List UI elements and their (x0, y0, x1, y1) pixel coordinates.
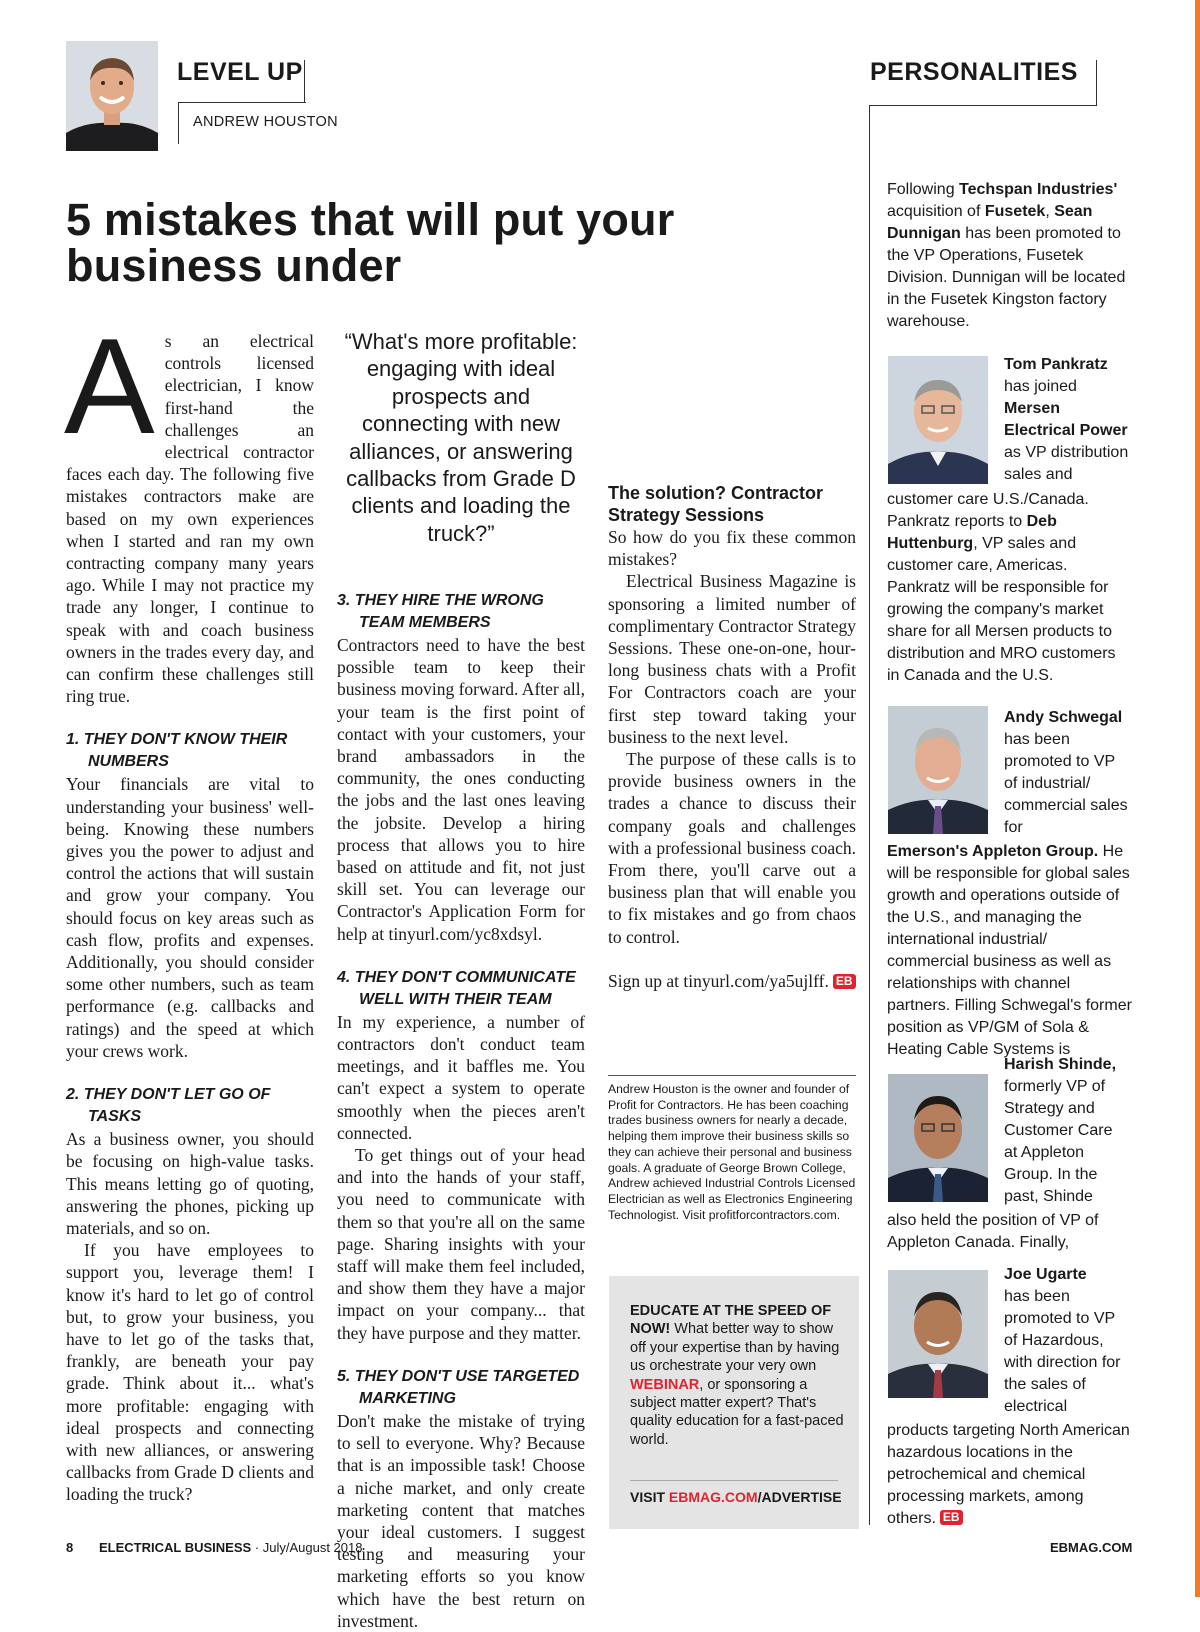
solution-heading: The solution? Contractor Strategy Sessions (608, 483, 823, 525)
ad-webinar: WEBINAR (630, 1376, 700, 1393)
section-1-paragraph: Your financials are vital to understanding your business' well-being. Knowing these numbers gives you the power to adjust and control the actions that will sustain and grow your company. You should focus on key areas such as cash flow, profits and expenses. Additionally, you should consider some other numbers, such as team performance (e.g. callbacks and ratings) and the speed at which your crews work. (66, 774, 314, 1061)
subhead-5: 5. THEY DON'T USE TARGETED MARKETING (337, 1367, 580, 1407)
page-edge-strip (1195, 0, 1200, 1597)
person-deb-huttenburg: Deb Huttenburg (887, 513, 1057, 552)
footer-issue: · July/August 2018 (251, 1540, 363, 1555)
subhead-1: 1. THEY DON'T KNOW THEIR NUMBERS (66, 731, 288, 771)
eb-end-mark: EB (833, 974, 856, 989)
ad-lead: EDUCATE AT THE SPEED OF NOW! (630, 1303, 832, 1338)
sidebar-joe-body: products targeting North American hazardous locations in the petrochemical and chemical processing markets, among others. EB (887, 1422, 1130, 1527)
sidebar-joe-intro: Joe Ugarte has been promoted to VP of Hazardous, with direction for the sales of electrical (1004, 1266, 1121, 1415)
ad-text-b: , or sponsoring a subject matter expert? That's quality education for a fast-paced world. (630, 1376, 844, 1448)
eb-end-mark-sidebar: EB (940, 1510, 963, 1525)
person-harish-shinde: Harish Shinde, (1004, 1056, 1117, 1073)
subhead-3: 3. THEY HIRE THE WRONG TEAM MEMBERS (337, 592, 544, 631)
sidebar-paragraph-1: Following Techspan Industries' acquisition of Fusetek, Sean Dunnigan has been promoted to the VP Operations, Fusetek Division. Dunnigan will be located in the Fusetek Kingston factory warehouse. (887, 181, 1126, 330)
photo-tom-pankratz (888, 356, 988, 484)
article-column-2 (337, 590, 585, 1632)
header-rule (304, 60, 305, 102)
photo-andy-schwegal (888, 706, 988, 834)
person-tom-pankratz: Tom Pankratz (1004, 356, 1108, 373)
solution-paragraph-3: The purpose of these calls is to provide business owners in the trades a chance to discuss their company goals and challenges with a professional business coach. From there, you'll carve out a business plan that will enable you to fix mistakes and go from chaos to control. (608, 749, 856, 947)
footer-site[interactable]: EBMAG.COM (1050, 1540, 1133, 1555)
person-andy-schwegal: Andy Schwegal (1004, 709, 1123, 726)
footer-magazine: ELECTRICAL BUSINESS (99, 1540, 252, 1555)
ad-text-a: What better way to show off your expertise than by having us orchestrate your very own (630, 1321, 840, 1375)
byline: ANDREW HOUSTON (193, 114, 338, 130)
footer-publication (99, 1540, 362, 1555)
solution-paragraph-2: Electrical Business Magazine is sponsoring a limited number of complimentary Contractor Strategy Sessions. These one-on-one, hour-long business chats with a Profit For Contractors coach are your first step toward taking your business to the next level. (608, 571, 856, 747)
photo-harish-shinde (888, 1074, 988, 1202)
sidebar-andy-intro: Andy Schwegal has been promoted to VP of industrial/ commercial sales for (1004, 709, 1128, 836)
intro-paragraph: s an electrical controls licensed electrician, I know first-hand the challenges an electrical contractor faces each day. The following five mistakes contractors make are based on my own experiences when I started and ran my own contracting company many years ago. While I may not practice my trade any longer, I continue to speak with and coach business owners in the trades every day, and can confirm these challenges still ring true. (66, 331, 314, 707)
subhead-2: 2. THEY DON'T LET GO OF TASKS (66, 1086, 271, 1126)
signup-line (608, 970, 856, 992)
ad-visit-path: /ADVERTISE (757, 1489, 842, 1505)
section-4-paragraph-2: To get things out of your head and into the hands of your staff, you need to communicate with them so that you're all on the same page. Sharing insights with your staff will make them feel included, and show them they have a major impact on your company... that they have purpose and they matter. (337, 1145, 585, 1343)
company-emerson-appleton: Emerson's Appleton Group. (887, 843, 1099, 860)
sidebar-harish-body: also held the position of VP of Appleton Canada. Finally, (887, 1212, 1099, 1251)
sidebar-andy-body: Emerson's Appleton Group. He will be responsible for global sales growth and operations outside of the U.S., and managing the international industrial/ commercial business as well as relationships with channel partners. Filling Schwegal's former position as VP/GM of Sola & Heating Cable Systems is (887, 843, 1132, 1058)
ad-rule (630, 1480, 838, 1481)
company-fusetek: Fusetek (984, 203, 1046, 220)
page-number: 8 (66, 1540, 74, 1555)
byline-rule-vertical (178, 102, 179, 144)
section-2-paragraph-1: As a business owner, you should be focusing on high-value tasks. This means letting go of quoting, answering the phones, picking up materials, and so on. (66, 1129, 314, 1238)
author-bio: Andrew Houston is the owner and founder of Profit for Contractors. He has been coaching trades business owners for nearly a decade, helping them improve their business skills so they can achieve their personal and business goals. A graduate of George Brown College, Andrew achieved Industrial Controls Licensed Electrician as well as Electronics Engineering Technologist. Visit profitforcontractors.com. (608, 1082, 856, 1222)
section-5-paragraph: Don't make the mistake of trying to sell to everyone. Why? Because that is an impossible task! Choose a niche market, and only create marketing content that matches your ideal customers. I suggest testing and measuring your marketing efforts so you know which have the best return on investment. (337, 1410, 585, 1631)
photo-joe-ugarte (888, 1270, 988, 1398)
person-joe-ugarte: Joe Ugarte (1004, 1266, 1087, 1283)
section-title-level-up: LEVEL UP (177, 58, 303, 86)
header-rule-right (1096, 60, 1097, 106)
bio-rule (608, 1075, 856, 1076)
company-techspan: Techspan Industries' (959, 181, 1118, 198)
company-mersen: Mersen Electrical Power (1004, 400, 1128, 439)
column-continuation-space (608, 330, 856, 462)
section-2-paragraph-2: If you have employees to support you, leverage them! I know it's hard to let go of control but, to grow your business, you have to let go of the tasks that, frankly, are beneath your pay grade. Think about it... what's more profitable: engaging with ideal prospects and connecting with new alliances, or answering callbacks from Grade D clients and loading the truck? (66, 1240, 314, 1505)
sidebar-harish-intro: Harish Shinde, formerly VP of Strategy and Customer Care at Appleton Group. In the past, Shinde (1004, 1056, 1117, 1205)
section-title-personalities: PERSONALITIES (870, 58, 1078, 86)
ad-visit-site: EBMAG.COM (668, 1489, 758, 1505)
sidebar-tom-intro: Tom Pankratz has joined Mersen Electrical Power as VP distribution sales and (1004, 356, 1129, 483)
headline: 5 mistakes that will put your business under (66, 194, 675, 291)
article-column-1 (64, 310, 314, 1506)
ad-visit-label: VISIT (630, 1489, 669, 1505)
person-sean-dunnigan: Sean Dunnigan (887, 203, 1093, 242)
author-photo (66, 41, 158, 151)
drop-cap: A (64, 310, 155, 462)
advertise-link[interactable] (630, 1489, 842, 1505)
advertise-text (630, 1302, 845, 1449)
article-column-3 (608, 330, 856, 992)
pull-quote: “What's more profitable: engaging with ideal prospects and connecting with new alliances, or answering callbacks from Grade D clients and loading the truck?” (344, 329, 578, 546)
sidebar-divider (869, 105, 870, 1525)
solution-paragraph-1: So how do you fix these common mistakes? (608, 527, 856, 570)
signup-text[interactable]: Sign up at tinyurl.com/ya5ujlff. (608, 970, 829, 991)
sidebar-tom-body: customer care U.S./Canada. Pankratz reports to Deb Huttenburg, VP sales and customer care, Americas. Pankratz will be responsible for growing the company's market share for all Mersen products to distribution and MRO customers in Canada and the U.S. (887, 491, 1116, 684)
byline-rule (178, 102, 306, 103)
section-3-paragraph: Contractors need to have the best possible team to keep their business moving forward. After all, your team is the first point of contact with your customers, your brand ambassadors in the community, the ones conducting the jobs and the last ones leaving the jobsite. Develop a hiring process that allows you to hire based on attitude and fit, not just skill set. You can leverage our Contractor's Application Form for help at tinyurl.com/yc8xdsyl. (337, 635, 585, 944)
header-rule-right-bottom (870, 105, 1097, 106)
subhead-4: 4. THEY DON'T COMMUNICATE WELL WITH THEIR TEAM (337, 968, 576, 1008)
section-4-paragraph-1: In my experience, a number of contractors don't conduct team meetings, and it baffles me. You can't expect a system to operate smoothly when the pieces aren't connected. (337, 1011, 585, 1143)
